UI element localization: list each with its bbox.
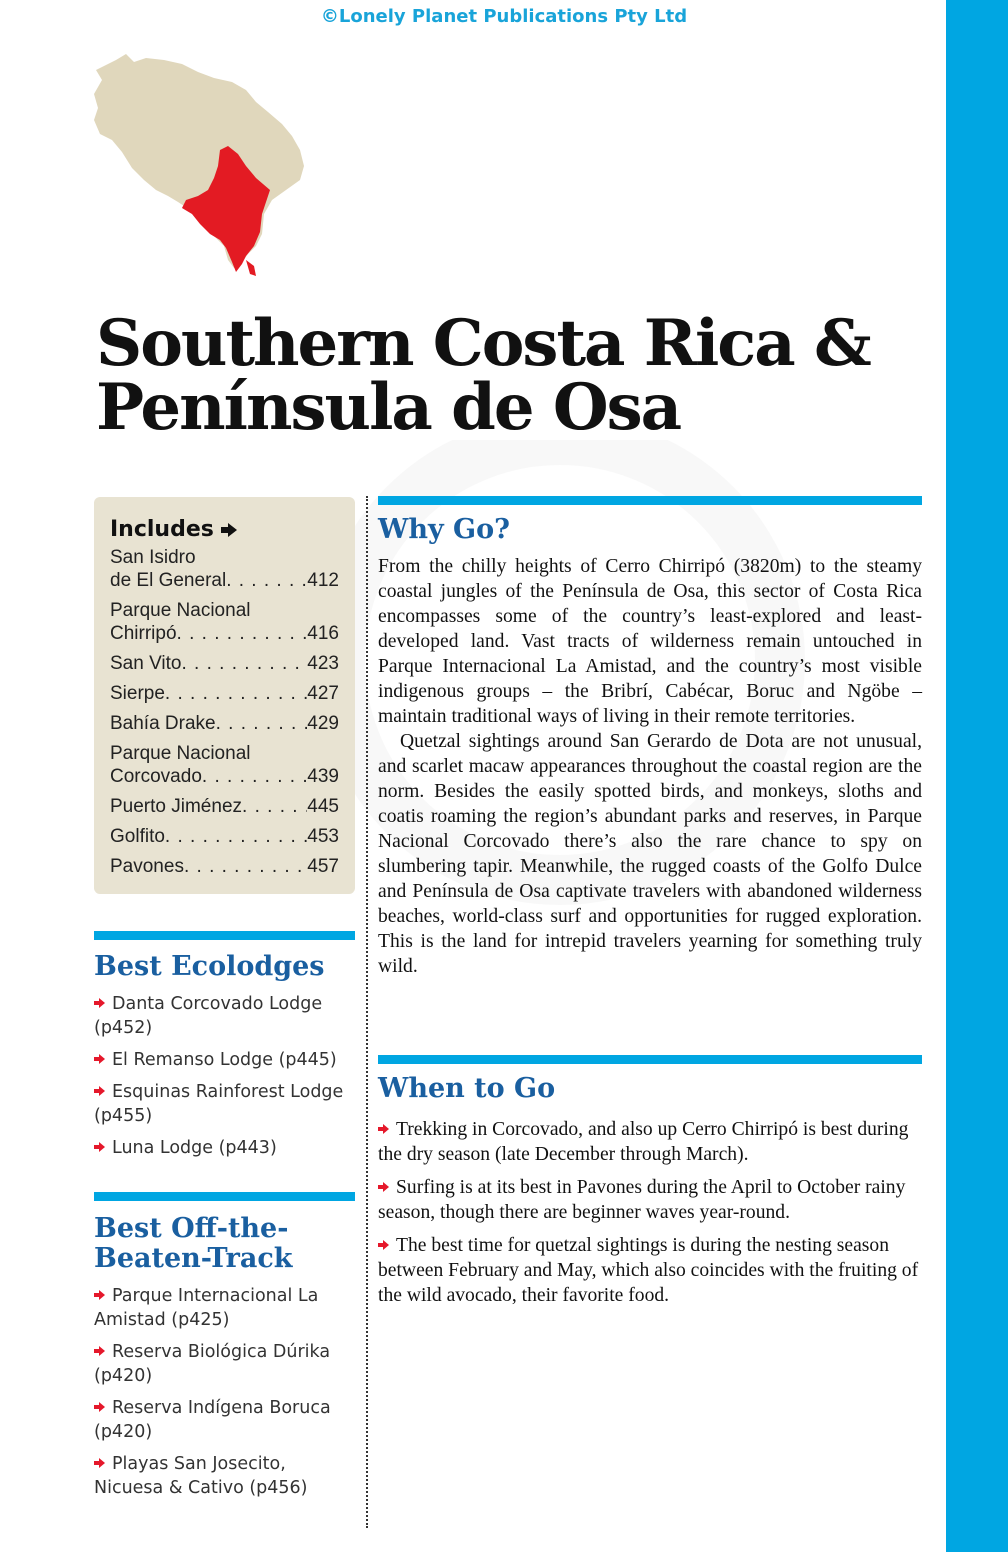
offtrack-item-text: Reserva Indígena Boruca (p420) <box>94 1398 331 1442</box>
red-arrow-icon <box>94 1346 106 1356</box>
title-line-2: Península de Osa <box>96 370 681 445</box>
includes-item <box>110 712 339 735</box>
includes-item <box>110 599 339 645</box>
includes-item-prefix: Parque Nacional <box>110 743 251 764</box>
includes-item-name: Bahía Drake <box>110 713 216 734</box>
red-arrow-icon <box>94 1402 106 1412</box>
leader-dots <box>202 765 307 788</box>
ecolodge-item <box>94 1048 360 1072</box>
includes-item <box>110 742 339 788</box>
map-country-shape <box>94 54 304 268</box>
copyright-notice: ©Lonely Planet Publications Pty Ltd <box>320 6 688 27</box>
when-to-go-list <box>378 1117 922 1316</box>
red-arrow-icon <box>94 1086 106 1096</box>
includes-item-page: 427 <box>307 683 339 704</box>
when-item <box>378 1175 922 1225</box>
page-title <box>96 306 916 445</box>
arrow-right-icon <box>228 523 237 537</box>
includes-item <box>110 682 339 705</box>
ecolodge-item-text: Esquinas Rainforest Lodge (p455) <box>94 1082 344 1126</box>
ecolodge-item <box>94 992 360 1040</box>
offtrack-item <box>94 1396 360 1444</box>
includes-item-prefix: Parque Nacional <box>110 600 251 621</box>
leader-dots <box>216 712 308 735</box>
offtrack-list <box>94 1284 360 1508</box>
ecolodge-item-text: El Remanso Lodge (p445) <box>112 1050 337 1070</box>
offtrack-heading <box>94 1214 355 1274</box>
includes-item <box>110 825 339 848</box>
red-arrow-icon <box>94 998 106 1008</box>
includes-item-page: 439 <box>307 766 339 787</box>
includes-item <box>110 795 339 818</box>
offtrack-rule <box>94 1192 355 1201</box>
includes-item-page: 429 <box>307 713 339 734</box>
includes-item-name: Sierpe <box>110 683 165 704</box>
why-go-heading: Why Go? <box>378 514 510 545</box>
red-arrow-icon <box>378 1240 390 1250</box>
offtrack-item <box>94 1340 360 1388</box>
includes-item-name: San Vito <box>110 653 182 674</box>
offtrack-heading-line2: Beaten-Track <box>94 1243 293 1274</box>
includes-item-page: 453 <box>307 826 339 847</box>
includes-item-prefix: San Isidro <box>110 547 196 568</box>
offtrack-item <box>94 1452 360 1500</box>
when-item <box>378 1117 922 1167</box>
offtrack-item <box>94 1284 360 1332</box>
includes-list <box>110 546 339 878</box>
includes-item <box>110 652 339 675</box>
includes-item-name: Puerto Jiménez <box>110 796 243 817</box>
includes-heading: Includes <box>110 517 339 542</box>
ecolodge-item <box>94 1136 360 1160</box>
why-go-paragraph-2: Quetzal sightings around San Gerardo de Dota are not unusual, and scarlet macaw appearances throughout the coastal region are the norm. Besides the easily spotted birds, and monkeys, sloths and coatis roaming the region’s abundant parks and reserves, in Parque Nacional Corcovado there’s also the rare chance to spy on slumbering tapir. Meanwhile, the rugged coasts of the Golfo Dulce and Península de Osa captivate travelers with abandoned wilderness beaches, world-class surf and opportunities for rugged exploration. This is the land for intrepid travelers yearning for something truly wild. <box>378 731 922 977</box>
red-arrow-icon <box>378 1124 390 1134</box>
includes-item <box>110 546 339 592</box>
leader-dots <box>165 682 307 705</box>
red-arrow-icon <box>94 1054 106 1064</box>
includes-item-page: 457 <box>307 856 339 877</box>
includes-item-name: Chirripó <box>110 623 177 644</box>
ecolodges-rule <box>94 931 355 940</box>
ecolodge-item-text: Luna Lodge (p443) <box>112 1138 277 1158</box>
page-edge-tab <box>946 0 1008 1552</box>
when-to-go-heading: When to Go <box>378 1073 556 1104</box>
when-item-text: The best time for quetzal sightings is during the nesting season between February and May, which also coincides with the fruiting of the wild avocado, their favorite food. <box>378 1235 919 1306</box>
title-line-1: Southern Costa Rica & <box>96 306 870 381</box>
why-go-paragraph-1: From the chilly heights of Cerro Chirripó (3820m) to the steamy coastal jungles of the Península de Osa, this sector of Costa Rica encompasses some of the country’s least-explored and least-developed land. Vast tracts of wilderness remain untouched in Parque Internacional La Amistad, and the country’s most visible indigenous groups – the Bribrí, Cabécar, Boruc and Ngöbe – maintain traditional ways of living in their remote territories. <box>378 556 922 727</box>
red-arrow-icon <box>94 1142 106 1152</box>
when-to-go-rule <box>378 1055 922 1064</box>
offtrack-item-text: Parque Internacional La Amistad (p425) <box>94 1286 319 1330</box>
why-go-rule <box>378 496 922 505</box>
offtrack-item-text: Reserva Biológica Dúrika (p420) <box>94 1342 331 1386</box>
includes-item-name: Golfito <box>110 826 165 847</box>
includes-item-page: 412 <box>307 570 339 591</box>
leader-dots <box>181 652 307 675</box>
ecolodge-item-text: Danta Corcovado Lodge (p452) <box>94 994 323 1038</box>
costa-rica-locator-map <box>86 50 346 280</box>
leader-dots <box>165 825 307 848</box>
includes-item-page: 423 <box>307 653 339 674</box>
red-arrow-icon <box>94 1458 106 1468</box>
includes-item-page: 445 <box>307 796 339 817</box>
ecolodges-heading: Best Ecolodges <box>94 951 325 982</box>
leader-dots <box>177 622 308 645</box>
ecolodges-list <box>94 992 360 1168</box>
red-arrow-icon <box>378 1182 390 1192</box>
column-divider <box>366 496 368 1528</box>
why-go-body <box>378 554 922 979</box>
ecolodge-item <box>94 1080 360 1128</box>
includes-box <box>94 497 355 894</box>
includes-item-name: de El General <box>110 570 227 591</box>
red-arrow-icon <box>94 1290 106 1300</box>
offtrack-heading-line1: Best Off-the- <box>94 1213 289 1244</box>
leader-dots <box>242 795 307 818</box>
includes-item-page: 416 <box>307 623 339 644</box>
includes-item <box>110 855 339 878</box>
includes-item-name: Pavones <box>110 856 184 877</box>
offtrack-item-text: Playas San Josecito, Nicuesa & Cativo (p456) <box>94 1454 308 1498</box>
leader-dots <box>226 569 307 592</box>
when-item <box>378 1233 922 1308</box>
when-item-text: Surfing is at its best in Pavones during the April to October rainy season, though there are beginner waves year-round. <box>378 1177 906 1223</box>
includes-item-name: Corcovado <box>110 766 202 787</box>
when-item-text: Trekking in Corcovado, and also up Cerro Chirripó is best during the dry season (late December through March). <box>378 1119 909 1165</box>
leader-dots <box>184 855 307 878</box>
